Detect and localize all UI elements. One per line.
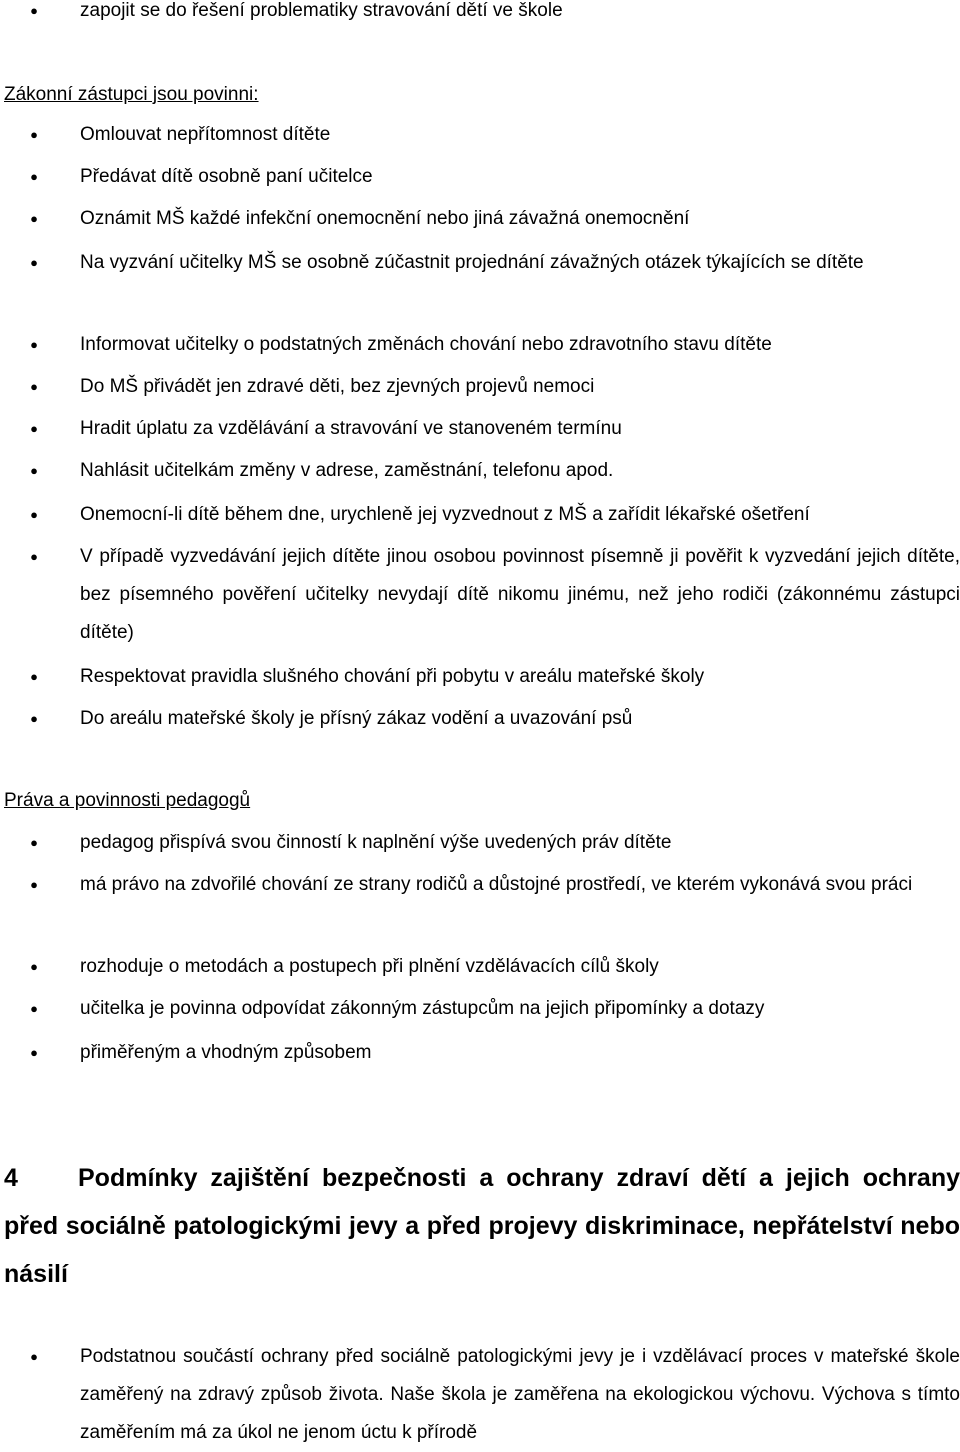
- list-item: ● rozhoduje o metodách a postupech při plnění vzdělávacích cílů školy: [80, 948, 960, 986]
- list-item: ● V případě vyzvedávání jejich dítěte jinou osobou povinnost písemně ji pověřit k vyzvedání jejich dítěte, bez písemného pověření učitelky nevydají dítě nikomu jinému, než jeho rodiči (zákonnému zástupci dítěte): [80, 538, 960, 652]
- list-item: ● Oznámit MŠ každé infekční onemocnění nebo jiná závažná onemocnění: [80, 200, 960, 238]
- bullet-icon: ●: [30, 421, 38, 436]
- bullet-icon: ●: [30, 959, 38, 974]
- bullet-icon: ●: [30, 507, 38, 522]
- bullet-icon: ●: [30, 877, 38, 892]
- list-item: ● Informovat učitelky o podstatných změnách chování nebo zdravotního stavu dítěte: [80, 326, 960, 364]
- list-item: ● Omlouvat nepřítomnost dítěte: [80, 116, 960, 154]
- bullet-icon: ●: [30, 3, 38, 18]
- list-item: ● přiměřeným a vhodným způsobem: [80, 1034, 960, 1072]
- chapter-number: 4: [4, 1164, 18, 1192]
- bullet-icon: ●: [30, 211, 38, 226]
- bullet-icon: ●: [30, 127, 38, 142]
- bullet-icon: ●: [30, 255, 38, 270]
- list-item: ● Respektovat pravidla slušného chování při pobytu v areálu mateřské školy: [80, 658, 960, 696]
- parents-heading: Zákonní zástupci jsou povinni:: [4, 84, 259, 105]
- chapter-title: Podmínky zajištění bezpečnosti a ochrany zdraví dětí a jejich ochrany před sociálně patologickými jevy a před projevy diskriminace, nepřátelství nebo násilí: [4, 1164, 960, 1288]
- list-item: ● Na vyzvání učitelky MŠ se osobně zúčastnit projednání závažných otázek týkajících se dítěte: [80, 244, 960, 282]
- list-item: ● Do MŠ přivádět jen zdravé děti, bez zjevných projevů nemoci: [80, 368, 960, 406]
- list-item: ● Hradit úplatu za vzdělávání a stravování ve stanoveném termínu: [80, 410, 960, 448]
- list-item: ● Do areálu mateřské školy je přísný zákaz vodění a uvazování psů: [80, 700, 960, 738]
- bullet-icon: ●: [30, 835, 38, 850]
- chapter-heading: [4, 1154, 960, 1298]
- bullet-icon: ●: [30, 549, 38, 564]
- list-item: ● pedagog přispívá svou činností k naplnění výše uvedených práv dítěte: [80, 824, 960, 862]
- list-item: ● zapojit se do řešení problematiky stravování dětí ve škole: [80, 0, 960, 30]
- list-item: ● Onemocní-li dítě během dne, urychleně jej vyzvednout z MŠ a zařídit lékařské ošetření: [80, 496, 960, 534]
- bullet-icon: ●: [30, 669, 38, 684]
- bullet-icon: ●: [30, 379, 38, 394]
- bullet-icon: ●: [30, 463, 38, 478]
- bullet-icon: ●: [30, 1349, 38, 1364]
- list-item: ● Podstatnou součástí ochrany před sociálně patologickými jevy je i vzdělávací proces v mateřské škole zaměřený na zdravý způsob života. Naše škola je zaměřena na ekologickou výchovu. Výchova s tímto zaměřením má za úkol ne jenom úctu k přírodě: [80, 1338, 960, 1452]
- teachers-heading: Práva a povinnosti pedagogů: [4, 790, 251, 811]
- bullet-icon: ●: [30, 169, 38, 184]
- list-item: ● Nahlásit učitelkám změny v adrese, zaměstnání, telefonu apod.: [80, 452, 960, 490]
- bullet-icon: ●: [30, 1001, 38, 1016]
- bullet-icon: ●: [30, 337, 38, 352]
- list-item: ● Předávat dítě osobně paní učitelce: [80, 158, 960, 196]
- list-item: ● má právo na zdvořilé chování ze strany rodičů a důstojné prostředí, ve kterém vykonává svou práci: [80, 866, 960, 904]
- bullet-icon: ●: [30, 711, 38, 726]
- bullet-icon: ●: [30, 1045, 38, 1060]
- list-item: ● učitelka je povinna odpovídat zákonným zástupcům na jejich připomínky a dotazy: [80, 990, 960, 1028]
